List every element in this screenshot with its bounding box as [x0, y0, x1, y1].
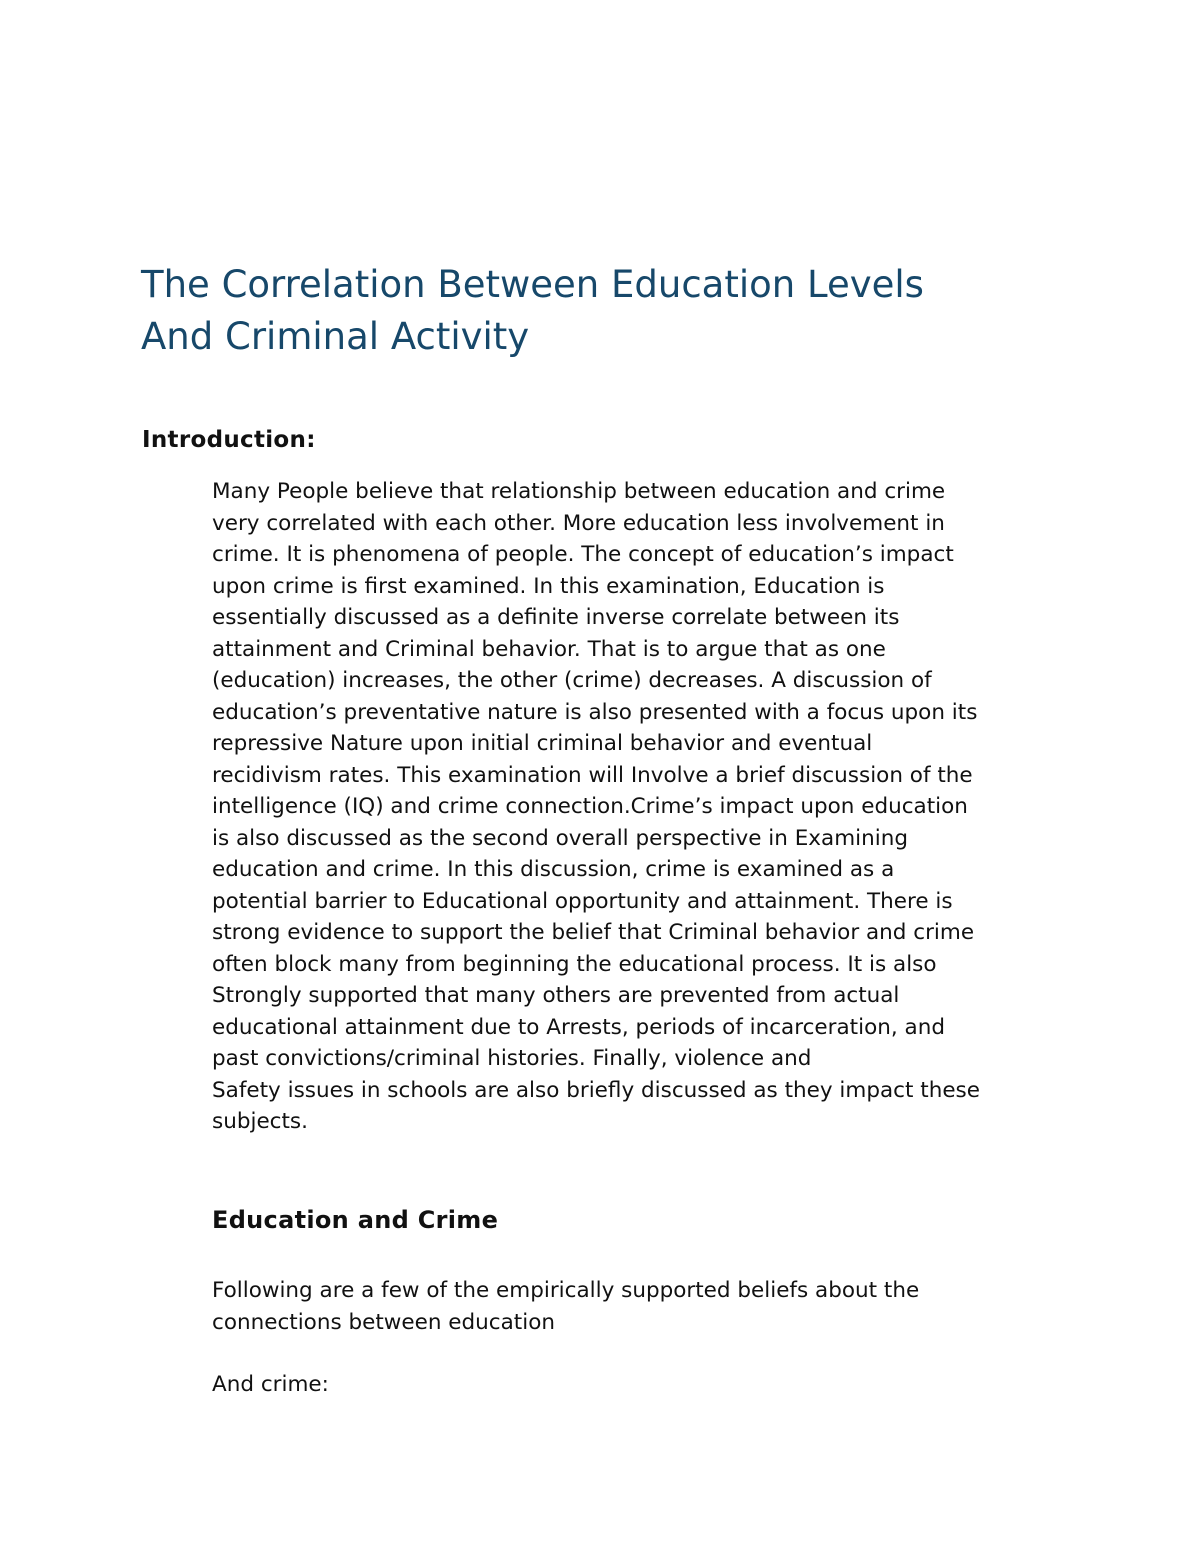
- paragraph-line: past convictions/criminal histories. Finally, violence and: [212, 1046, 812, 1071]
- paragraph-line: subjects.: [212, 1109, 308, 1134]
- paragraph-line: intelligence (IQ) and crime connection.Crime’s impact upon education: [212, 794, 968, 819]
- paragraph-line: upon crime is first examined. In this examination, Education is: [212, 573, 885, 599]
- paragraph-line: (education) increases, the other (crime) decreases. A discussion of: [212, 668, 932, 693]
- paragraph-line: essentially discussed as a definite inverse correlate between its: [212, 605, 900, 630]
- continuation-paragraph: [212, 1369, 1092, 1401]
- paragraph-line: is also discussed as the second overall perspective in Examining: [212, 825, 908, 851]
- paragraph-line: education and crime. In this discussion, crime is examined as a: [212, 857, 895, 882]
- paragraph-line: strong evidence to support the belief that Criminal behavior and crime: [212, 920, 975, 945]
- introduction-heading: Introduction:: [142, 427, 316, 453]
- paragraph-line: Strongly supported that many others are prevented from actual: [212, 983, 900, 1008]
- paragraph-line: educational attainment due to Arrests, periods of incarceration, and: [212, 1014, 945, 1040]
- document-title: [141, 259, 1041, 363]
- paragraph-line: recidivism rates. This examination will Involve a brief discussion of the: [212, 762, 973, 788]
- paragraph-line: repressive Nature upon initial criminal behavior and eventual: [212, 731, 873, 756]
- paragraph-line: Many People believe that relationship between education and crime: [212, 479, 946, 504]
- paragraph-line: Safety issues in schools are also briefly discussed as they impact these: [212, 1077, 980, 1103]
- paragraph-line: Following are a few of the empirically supported beliefs about the: [212, 1278, 920, 1303]
- paragraph-line: attainment and Criminal behavior. That is to argue that as one: [212, 636, 886, 662]
- title-line: The Correlation Between Education Levels: [141, 263, 924, 306]
- beliefs-intro-paragraph: [212, 1275, 1092, 1338]
- title-line: And Criminal Activity: [141, 315, 530, 358]
- paragraph-line: connections between education: [212, 1309, 555, 1335]
- paragraph-line: education’s preventative nature is also presented with a focus upon its: [212, 699, 978, 725]
- paragraph-line: often block many from beginning the educational process. It is also: [212, 951, 937, 977]
- paragraph-line: And crime:: [212, 1372, 329, 1397]
- introduction-paragraph: [212, 476, 1092, 1138]
- paragraph-line: crime. It is phenomena of people. The concept of education’s impact: [212, 542, 954, 567]
- paragraph-line: very correlated with each other. More education less involvement in: [212, 510, 945, 536]
- education-and-crime-heading: Education and Crime: [212, 1206, 499, 1234]
- paragraph-line: potential barrier to Educational opportunity and attainment. There is: [212, 888, 953, 914]
